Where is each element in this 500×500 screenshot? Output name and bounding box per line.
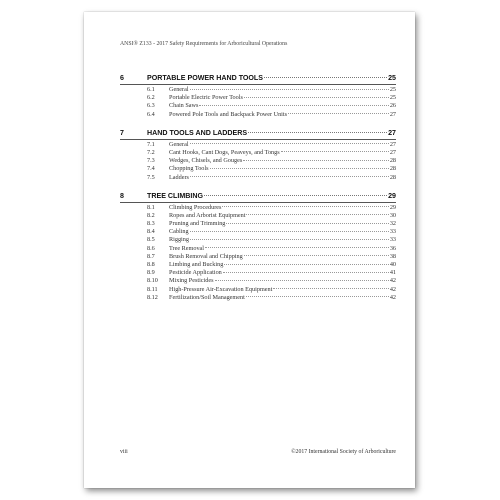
entry-page: 30 [389,211,396,219]
toc-section-heading[interactable] [120,192,396,202]
entry-page: 42 [389,293,396,301]
entry-page: 25 [389,94,396,102]
dot-leader [244,97,389,98]
entry-title: Mixing Pesticides [169,277,214,285]
entry-page: 33 [389,228,396,236]
entry-number: 6.2 [147,94,155,102]
entry-number: 6.1 [147,86,155,93]
section-page: 29 [388,191,396,200]
dot-leader [190,89,389,90]
entry-page: 32 [389,220,396,228]
entry-page: 28 [389,157,396,165]
section-number: 6 [120,74,124,82]
entry-page: 41 [389,269,396,277]
dot-leader [264,77,387,78]
entry-title: Pesticide Application [169,269,222,277]
entry-title: Limbing and Bucking [169,261,224,268]
dot-leader [244,255,389,256]
entry-title: Ladders [169,173,189,181]
toc-entry[interactable] [120,165,396,173]
dot-leader [205,247,389,248]
entry-page: 28 [389,165,396,173]
dot-leader [248,132,387,133]
entry-page: 40 [389,261,396,268]
entry-page: 26 [389,102,396,110]
toc-entry[interactable] [120,245,396,253]
entry-title: Ropes and Arborist Equipment [169,211,246,219]
toc-entry[interactable] [120,149,396,157]
entry-title: General [169,86,189,93]
entry-title: Portable Electric Power Tools [169,94,243,102]
entry-number: 8.4 [147,228,155,236]
dot-leader [246,214,388,215]
entry-number: 7.2 [147,148,155,156]
entry-number: 7.4 [147,165,155,173]
page-footer [120,449,396,455]
running-head: ANSI® Z133 - 2017 Safety Requirements for Arboricultural Operations [120,41,288,47]
toc-section-heading[interactable] [120,129,396,139]
entry-page: 28 [389,173,396,181]
section-page: 25 [388,74,396,82]
toc-entry[interactable] [120,253,396,261]
dot-leader [210,168,389,169]
toc-entry[interactable] [120,269,396,277]
entry-number: 8.10 [147,277,158,285]
entry-title: Pruning and Trimming [169,220,226,228]
entry-title: Brush Removal and Chipping [169,252,243,260]
entry-number: 8.6 [147,244,155,252]
dot-leader [190,239,389,240]
entry-page: 42 [389,285,396,293]
entry-number: 8.8 [147,261,155,268]
entry-page: 36 [389,244,396,252]
toc-entry[interactable] [120,286,396,294]
entry-number: 8.9 [147,269,155,277]
toc-entry[interactable] [120,86,396,94]
toc-section-heading[interactable] [120,74,396,84]
dot-leader [226,223,388,224]
entry-title: Wedges, Chisels, and Gouges [169,157,243,165]
dot-leader [243,160,389,161]
entry-number: 8.12 [147,293,158,301]
entry-number: 8.1 [147,203,155,211]
toc-section [120,192,396,302]
entry-number: 8.2 [147,211,155,219]
entry-page: 42 [389,277,396,285]
entry-title: General [169,140,189,148]
section-title: TREE CLIMBING [147,191,203,200]
section-title: HAND TOOLS AND LADDERS [147,128,248,137]
toc-entry[interactable] [120,236,396,244]
section-rule [120,84,396,85]
entry-title: High-Pressure Air-Excavation Equipment [169,285,273,293]
dot-leader [281,151,389,152]
toc-entry[interactable] [120,277,396,285]
section-rule [120,139,396,140]
dot-leader [273,288,388,289]
toc-entry[interactable] [120,220,396,228]
toc-entry[interactable] [120,174,396,182]
toc-entry[interactable] [120,228,396,236]
document-page [84,12,415,488]
entry-number: 7.3 [147,157,155,165]
entry-title: Chain Saws [169,102,199,110]
toc-entry[interactable] [120,94,396,102]
entry-number: 7.5 [147,173,155,181]
section-number: 7 [120,128,124,137]
dot-leader [204,195,387,196]
dot-leader [199,105,388,106]
entry-page: 27 [389,140,396,148]
dot-leader [222,206,388,207]
section-page: 27 [388,128,396,137]
section-number: 8 [120,191,124,200]
footer-copyright: ©2017 International Society of Arboriculture [291,449,396,455]
dot-leader [223,272,389,273]
entry-title: Rigging [169,236,189,244]
footer-page-number: viii [120,449,128,455]
dot-leader [190,143,389,144]
toc-entry[interactable] [120,102,396,110]
toc-entry[interactable] [120,111,396,119]
dot-leader [190,176,389,177]
toc-entry[interactable] [120,141,396,149]
toc-entry[interactable] [120,212,396,220]
section-rule [120,202,396,203]
entry-title: Tree Removal [169,244,205,252]
entry-number: 8.5 [147,236,155,244]
section-title: PORTABLE POWER HAND TOOLS [147,74,263,82]
entry-number: 8.7 [147,252,155,260]
toc-section [120,74,396,119]
entry-page: 25 [389,86,396,93]
toc-entry[interactable] [120,204,396,212]
table-of-contents [120,74,396,312]
entry-page: 27 [389,148,396,156]
entry-title: Fertilization/Soil Management [169,293,245,301]
entry-page: 27 [389,110,396,118]
dot-leader [246,296,389,297]
entry-page: 29 [389,203,396,211]
entry-title: Climbing Procedures [169,203,222,211]
toc-entry[interactable] [120,294,396,302]
entry-number: 7.1 [147,140,155,148]
toc-section [120,129,396,182]
entry-title: Chopping Tools [169,165,209,173]
entry-title: Powered Pole Tools and Backpack Power Units [169,110,288,118]
toc-entry[interactable] [120,157,396,165]
dot-leader [288,113,389,114]
dot-leader [224,264,389,265]
entry-page: 33 [389,236,396,244]
dot-leader [190,231,389,232]
entry-title: Cabling [169,228,189,236]
entry-number: 6.3 [147,102,155,110]
entry-title: Cant Hooks, Cant Dogs, Peaveys, and Tongs [169,148,280,156]
entry-number: 8.3 [147,220,155,228]
toc-entry[interactable] [120,261,396,269]
entry-page: 38 [389,252,396,260]
dot-leader [215,280,389,281]
entry-number: 8.11 [147,285,158,293]
entry-number: 6.4 [147,110,155,118]
